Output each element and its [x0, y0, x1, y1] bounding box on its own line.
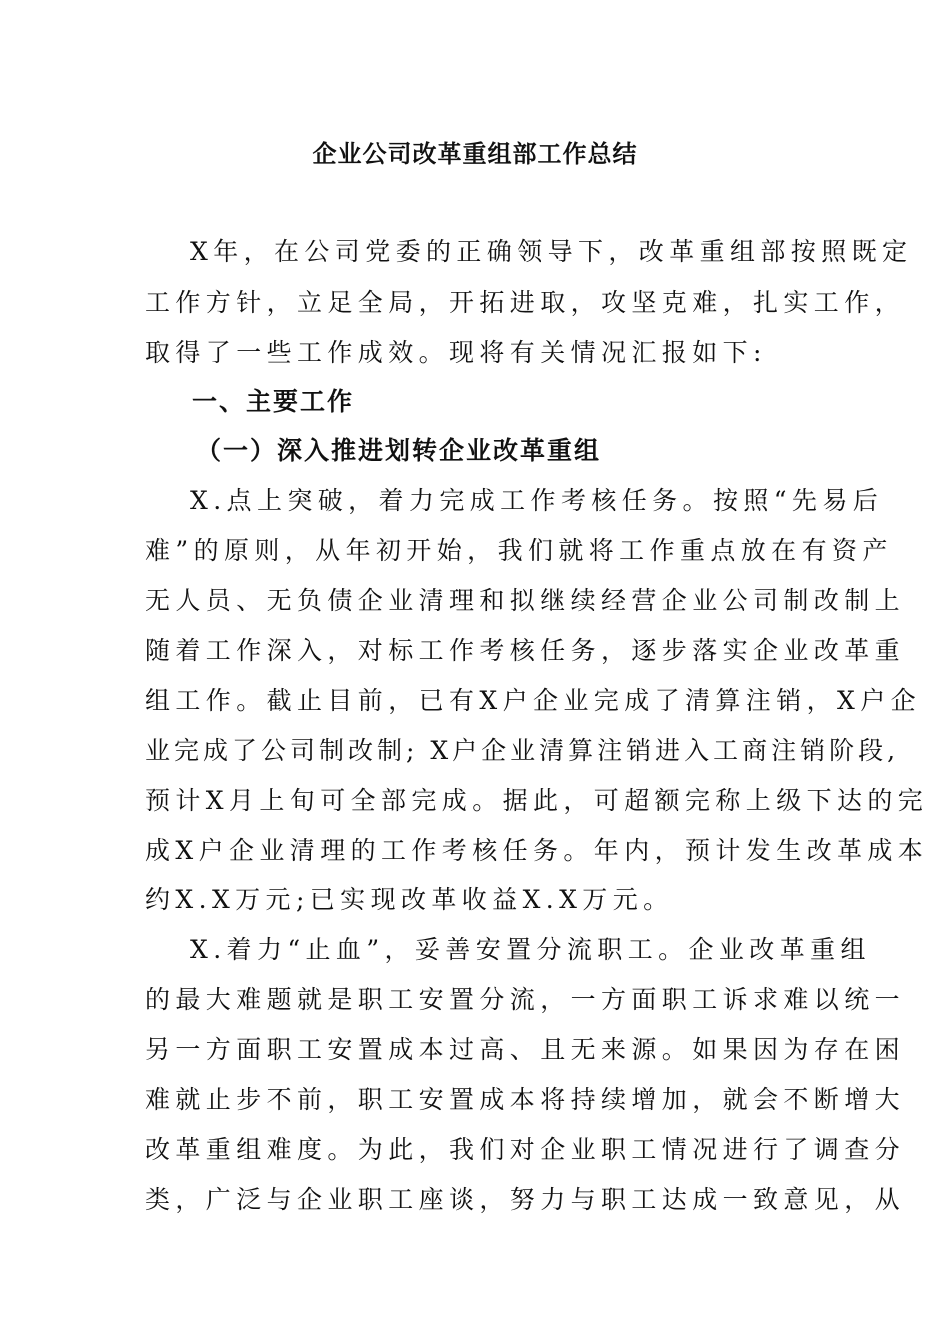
paragraph-line: 取得了一些工作成效。现将有关情况汇报如下:: [145, 338, 767, 367]
paragraph-line: X年，在公司党委的正确领导下，改革重组部按照既定: [190, 237, 913, 266]
paragraph-line: 预计X月上旬可全部完成。据此，可超额完称上级下达的完: [145, 786, 929, 815]
section-heading: 一、主要工作: [192, 387, 355, 416]
paragraph-line: 难”的原则，从年初开始，我们就将工作重点放在有资产: [145, 536, 893, 565]
paragraph-line: 类，广泛与企业职工座谈，努力与职工达成一致意见，从: [145, 1185, 906, 1214]
paragraph-line: 成X户企业清理的工作考核任务。年内，预计发生改革成本: [145, 836, 929, 865]
paragraph-line: X.着力“止血”，妥善安置分流职工。企业改革重组: [190, 935, 871, 964]
subsection-heading: （一）深入推进划转企业改革重组: [196, 436, 602, 465]
paragraph-line: 业完成了公司制改制; X户企业清算注销进入工商注销阶段,: [145, 736, 900, 765]
paragraph-line: 组工作。截止目前，已有X户企业完成了清算注销，X户企: [145, 686, 921, 715]
paragraph-line: 改革重组难度。为此，我们对企业职工情况进行了调查分: [145, 1135, 906, 1164]
paragraph-line: 难就止步不前，职工安置成本将持续增加，就会不断增大: [145, 1085, 906, 1114]
paragraph-line: 的最大难题就是职工安置分流，一方面职工诉求难以统一: [145, 985, 906, 1014]
paragraph-line: X.点上突破，着力完成工作考核任务。按照“先易后: [190, 486, 884, 515]
paragraph-line: 无人员、无负债企业清理和拟继续经营企业公司制改制上: [145, 586, 906, 615]
paragraph-line: 随着工作深入，对标工作考核任务，逐步落实企业改革重: [145, 636, 906, 665]
document-title: 企业公司改革重组部工作总结: [312, 140, 638, 168]
paragraph-line: 另一方面职工安置成本过高、且无来源。如果因为存在困: [145, 1035, 906, 1064]
paragraph-line: 工作方针，立足全局，开拓进取，攻坚克难，扎实工作，: [145, 288, 906, 317]
paragraph-line: 约X.X万元;已实现改革收益X.X万元。: [145, 885, 674, 914]
